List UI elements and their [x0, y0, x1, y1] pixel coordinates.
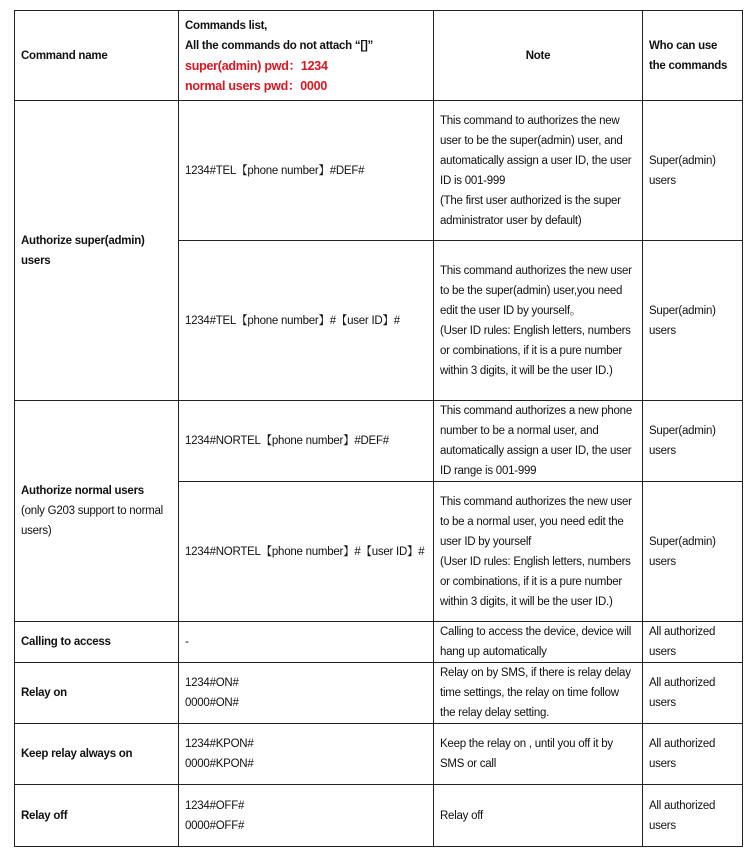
header-note: Note [434, 11, 643, 101]
note-text: This command authorizes the new user to be a normal user, you need edit the user ID by yourself [440, 495, 632, 548]
command-cell: 1234#TEL【phone number】#【user ID】# [179, 241, 434, 401]
group-subtitle: (only G203 support to normal users) [21, 505, 163, 537]
who-cell: Super(admin) users [643, 482, 743, 622]
note-text: Calling to access the device, device will hang up automatically [440, 626, 632, 658]
command-cell: 1234#TEL【phone number】#DEF# [179, 101, 434, 241]
note-text: Relay on by SMS, if there is relay delay time settings, the relay on time follow the relay delay setting. [440, 667, 631, 719]
header-command-name: Command name [15, 11, 179, 101]
who-cell: All authorized users [643, 622, 743, 663]
note-text: (User ID rules: English letters, numbers or combinations, if it is a pure number within 3 digits, it will be the user ID.) [440, 555, 631, 608]
note-text: This command authorizes the new user to be the super(admin) user,you need edit the user ID by yourself。 [440, 264, 632, 317]
group-title: Authorize normal users [21, 485, 144, 497]
table-row [15, 724, 743, 785]
command-cell: - [179, 622, 434, 663]
command-cell: 1234#NORTEL【phone number】#DEF# [179, 401, 434, 482]
command-text: 1234#KPON# [185, 738, 254, 750]
who-cell: All authorized users [643, 663, 743, 724]
note-cell [434, 482, 643, 622]
command-cell [179, 724, 434, 785]
who-cell: All authorized users [643, 724, 743, 785]
note-cell [434, 724, 643, 785]
commands-note: All the commands do not attach “[]” [185, 39, 374, 52]
note-text: (The first user authorized is the super administrator user by default) [440, 194, 621, 227]
table-row [15, 785, 743, 847]
group-authorize-normal [15, 401, 179, 622]
who-cell: Super(admin) users [643, 401, 743, 482]
command-text: 0000#KPON# [185, 758, 254, 770]
command-cell: 1234#NORTEL【phone number】#【user ID】# [179, 482, 434, 622]
note-cell [434, 622, 643, 663]
commands-table [14, 10, 743, 847]
note-cell [434, 785, 643, 847]
header-commands-list [179, 11, 434, 101]
table-row [15, 663, 743, 724]
header-who: Who can use the commands [643, 11, 743, 101]
command-cell [179, 785, 434, 847]
note-text: (User ID rules: English letters, numbers or combinations, if it is a pure number within 3 digits, it will be the user ID.) [440, 324, 631, 377]
command-name-cell: Relay off [15, 785, 179, 847]
who-cell: Super(admin) users [643, 101, 743, 241]
who-cell: All authorized users [643, 785, 743, 847]
note-text: This command to authorizes the new user to be the super(admin) user, and automatically assign a user ID, the user ID is 001-999 [440, 114, 632, 187]
note-cell [434, 663, 643, 724]
note-text: This command authorizes a new phone number to be a normal user, and automatically assign a user ID, the user ID range is 001-999 [440, 405, 632, 477]
note-text: Relay off [440, 809, 483, 822]
command-text: 0000#OFF# [185, 819, 245, 832]
table-row [15, 401, 743, 482]
table-row [15, 622, 743, 663]
command-name-cell: Relay on [15, 663, 179, 724]
note-cell [434, 241, 643, 401]
command-name-cell: Keep relay always on [15, 724, 179, 785]
command-name-cell: Calling to access [15, 622, 179, 663]
who-cell: Super(admin) users [643, 241, 743, 401]
super-pwd: super(admin) pwd：1234 [185, 58, 328, 73]
command-cell [179, 663, 434, 724]
note-text: Keep the relay on , until you off it by SMS or call [440, 738, 613, 770]
group-authorize-super: Authorize super(admin) users [15, 101, 179, 401]
note-cell [434, 401, 643, 482]
table-row [15, 101, 743, 241]
note-cell [434, 101, 643, 241]
command-text: 1234#OFF# [185, 799, 245, 812]
header-row [15, 11, 743, 101]
normal-pwd: normal users pwd：0000 [185, 78, 328, 93]
command-text: 1234#ON# [185, 677, 239, 689]
commands-list-label: Commands list, [185, 19, 268, 32]
command-text: 0000#ON# [185, 697, 239, 709]
